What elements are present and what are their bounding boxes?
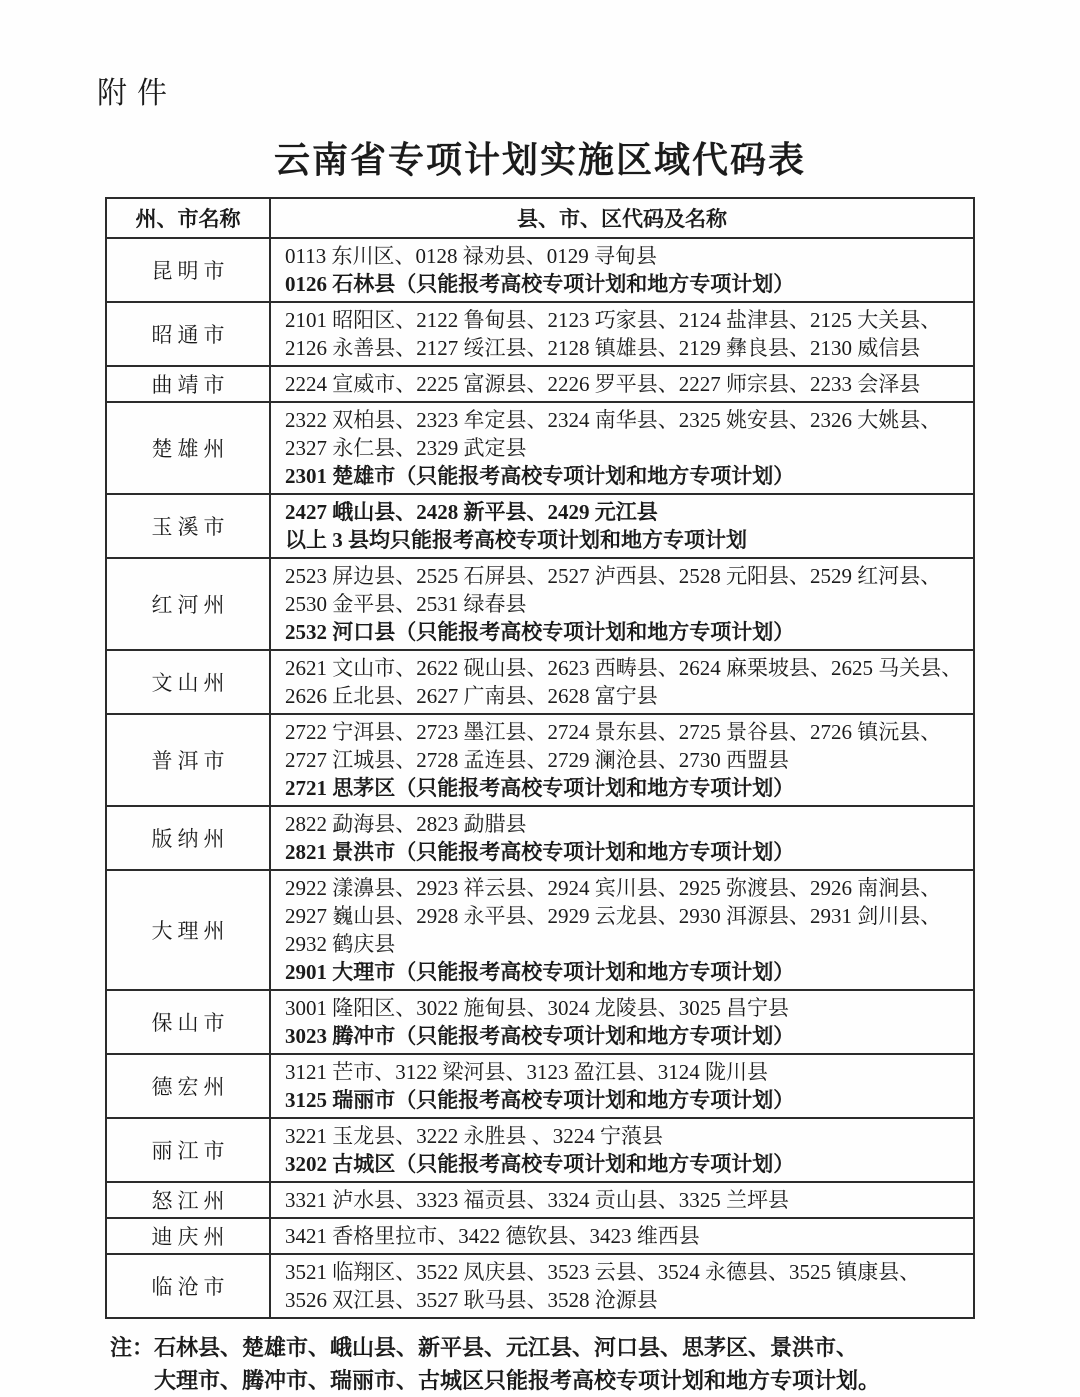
code-line: 2101 昭阳区、2122 鲁甸县、2123 巧家县、2124 盐津县、2125 大关县、 xyxy=(285,308,942,332)
codes-cell xyxy=(270,990,974,1054)
region-name: 丽江市 xyxy=(106,1118,270,1182)
code-line: 2301 楚雄市（只能报考高校专项计划和地方专项计划） xyxy=(285,464,795,488)
table-row xyxy=(106,990,974,1054)
codes-cell xyxy=(270,402,974,494)
header-region-name: 州、市名称 xyxy=(106,198,270,238)
table-row xyxy=(106,1218,974,1254)
region-name: 玉溪市 xyxy=(106,494,270,558)
code-line: 2822 勐海县、2823 勐腊县 xyxy=(285,812,527,836)
region-name: 昭通市 xyxy=(106,302,270,366)
code-line: 3221 玉龙县、3222 永胜县 、3224 宁蒗县 xyxy=(285,1124,663,1148)
codes-cell xyxy=(270,1218,974,1254)
code-line: 2224 宣威市、2225 富源县、2226 罗平县、2227 师宗县、2233 会泽县 xyxy=(285,372,921,396)
codes-cell xyxy=(270,558,974,650)
region-name: 文山州 xyxy=(106,650,270,714)
table-row xyxy=(106,1254,974,1318)
code-line: 以上 3 县均只能报考高校专项计划和地方专项计划 xyxy=(285,528,747,552)
code-line: 2322 双柏县、2323 牟定县、2324 南华县、2325 姚安县、2326 大姚县、 xyxy=(285,408,942,432)
region-name: 昆明市 xyxy=(106,238,270,302)
codes-cell xyxy=(270,714,974,806)
region-name: 曲靖市 xyxy=(106,366,270,402)
codes-cell xyxy=(270,238,974,302)
codes-cell xyxy=(270,302,974,366)
footnote-prefix: 注： xyxy=(110,1335,155,1360)
code-line: 2523 屏边县、2525 石屏县、2527 泸西县、2528 元阳县、2529 红河县、 xyxy=(285,564,942,588)
table-row xyxy=(106,1182,974,1218)
code-line: 2621 文山市、2622 砚山县、2623 西畴县、2624 麻栗坡县、2625 马关县、 xyxy=(285,656,963,680)
code-line: 3202 古城区（只能报考高校专项计划和地方专项计划） xyxy=(285,1152,795,1176)
code-line: 2530 金平县、2531 绿春县 xyxy=(285,592,527,616)
code-line: 3001 隆阳区、3022 施甸县、3024 龙陵县、3025 昌宁县 xyxy=(285,996,789,1020)
code-line: 2901 大理市（只能报考高校专项计划和地方专项计划） xyxy=(285,960,795,984)
table-row xyxy=(106,238,974,302)
code-line: 2532 河口县（只能报考高校专项计划和地方专项计划） xyxy=(285,620,795,644)
code-line: 2821 景洪市（只能报考高校专项计划和地方专项计划） xyxy=(285,840,795,864)
footnote xyxy=(110,1331,990,1397)
region-name: 迪庆州 xyxy=(106,1218,270,1254)
codes-cell xyxy=(270,494,974,558)
attachment-label: 附件 xyxy=(97,77,177,110)
table-row xyxy=(106,714,974,806)
code-line: 2932 鹤庆县 xyxy=(285,932,396,956)
codes-cell xyxy=(270,1118,974,1182)
header-row xyxy=(106,198,974,238)
table-body xyxy=(106,238,974,1318)
code-line: 3421 香格里拉市、3422 德钦县、3423 维西县 xyxy=(285,1224,700,1248)
code-line: 3023 腾冲市（只能报考高校专项计划和地方专项计划） xyxy=(285,1024,795,1048)
table-row xyxy=(106,402,974,494)
table-row xyxy=(106,650,974,714)
codes-cell xyxy=(270,366,974,402)
region-name: 普洱市 xyxy=(106,714,270,806)
code-line: 3521 临翔区、3522 凤庆县、3523 云县、3524 永德县、3525 镇康县、 xyxy=(285,1260,921,1284)
code-line: 0113 东川区、0128 禄劝县、0129 寻甸县 xyxy=(285,244,657,268)
codes-cell xyxy=(270,1054,974,1118)
region-name: 临沧市 xyxy=(106,1254,270,1318)
region-code-table xyxy=(105,197,975,1319)
table-row xyxy=(106,870,974,990)
footnote-lines xyxy=(154,1331,990,1397)
region-name: 保山市 xyxy=(106,990,270,1054)
table-row xyxy=(106,302,974,366)
table-header xyxy=(106,198,974,238)
table-row xyxy=(106,1118,974,1182)
page-title: 云南省专项计划实施区域代码表 xyxy=(273,140,806,180)
code-line: 2727 江城县、2728 孟连县、2729 澜沧县、2730 西盟县 xyxy=(285,748,789,772)
region-name: 红河州 xyxy=(106,558,270,650)
footnote-line: 大理市、腾冲市、瑞丽市、古城区只能报考高校专项计划和地方专项计划。 xyxy=(154,1368,881,1393)
region-name: 大理州 xyxy=(106,870,270,990)
codes-cell xyxy=(270,1254,974,1318)
footnote-line: 石林县、楚雄市、峨山县、新平县、元江县、河口县、思茅区、景洪市、 xyxy=(154,1335,859,1360)
code-line: 2721 思茅区（只能报考高校专项计划和地方专项计划） xyxy=(285,776,795,800)
table-row xyxy=(106,558,974,650)
code-line: 2327 永仁县、2329 武定县 xyxy=(285,436,527,460)
codes-cell xyxy=(270,1182,974,1218)
code-line: 2722 宁洱县、2723 墨江县、2724 景东县、2725 景谷县、2726 镇沅县、 xyxy=(285,720,942,744)
table-row xyxy=(106,494,974,558)
region-name: 德宏州 xyxy=(106,1054,270,1118)
header-codes: 县、市、区代码及名称 xyxy=(270,198,974,238)
code-line: 2626 丘北县、2627 广南县、2628 富宁县 xyxy=(285,684,658,708)
table-row xyxy=(106,806,974,870)
code-line: 3321 泸水县、3323 福贡县、3324 贡山县、3325 兰坪县 xyxy=(285,1188,789,1212)
table-row xyxy=(106,1054,974,1118)
code-line: 3125 瑞丽市（只能报考高校专项计划和地方专项计划） xyxy=(285,1088,795,1112)
region-name: 版纳州 xyxy=(106,806,270,870)
region-name: 楚雄州 xyxy=(106,402,270,494)
code-line: 2922 漾濞县、2923 祥云县、2924 宾川县、2925 弥渡县、2926 南涧县、 xyxy=(285,876,942,900)
code-line: 2427 峨山县、2428 新平县、2429 元江县 xyxy=(285,500,658,524)
code-line: 2927 巍山县、2928 永平县、2929 云龙县、2930 洱源县、2931 剑川县、 xyxy=(285,904,942,928)
codes-cell xyxy=(270,870,974,990)
region-name: 怒江州 xyxy=(106,1182,270,1218)
code-line: 3526 双江县、3527 耿马县、3528 沧源县 xyxy=(285,1288,658,1312)
code-line: 3121 芒市、3122 梁河县、3123 盈江县、3124 陇川县 xyxy=(285,1060,768,1084)
codes-cell xyxy=(270,650,974,714)
code-line: 2126 永善县、2127 绥江县、2128 镇雄县、2129 彝良县、2130 威信县 xyxy=(285,336,921,360)
codes-cell xyxy=(270,806,974,870)
table-row xyxy=(106,366,974,402)
code-line: 0126 石林县（只能报考高校专项计划和地方专项计划） xyxy=(285,272,795,296)
